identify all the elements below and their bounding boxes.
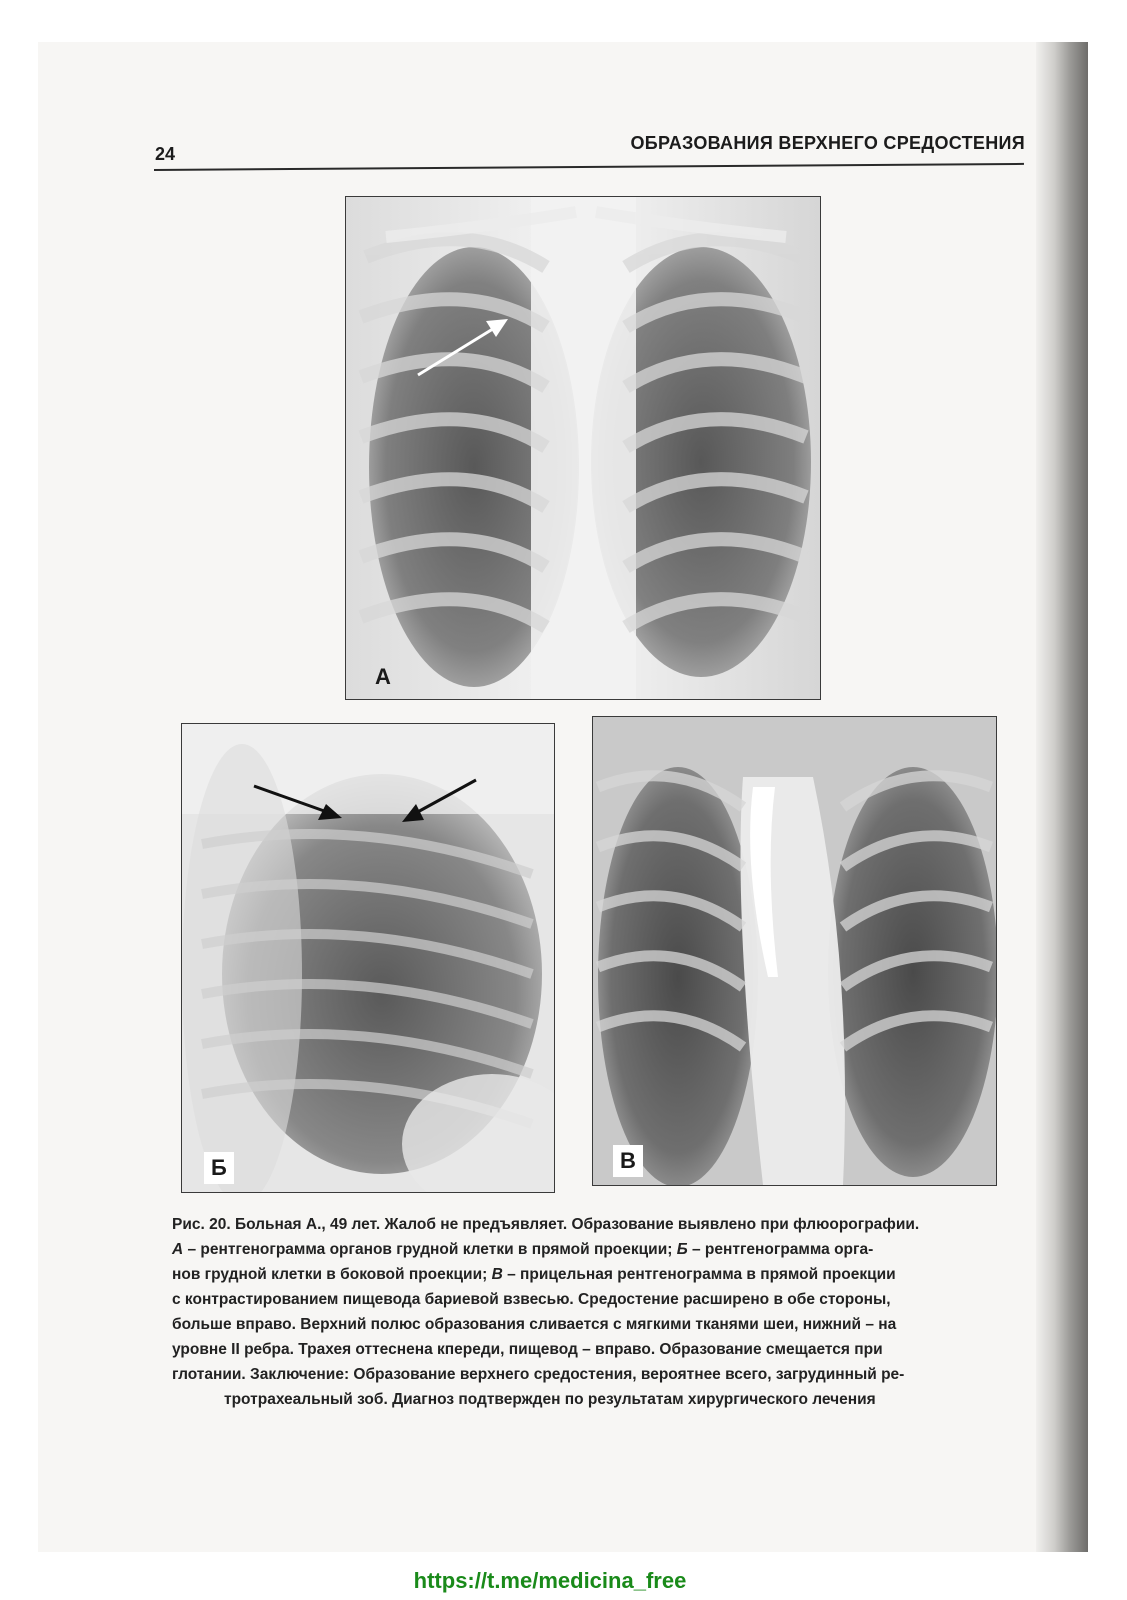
caption-line: нов грудной клетки в боковой проекции; В – прицельная рентгенограмма в прямой проекции: [172, 1266, 896, 1283]
caption-line: А – рентгенограмма органов грудной клетки в прямой проекции; Б – рентгенограмма орга-: [172, 1241, 874, 1258]
running-title: ОБРАЗОВАНИЯ ВЕРХНЕГО СРЕДОСТЕНИЯ: [630, 133, 1025, 153]
panel-label-v: В: [613, 1145, 643, 1177]
panel-label-b: Б: [204, 1152, 234, 1184]
page-number: 24: [155, 144, 176, 164]
caption-line: уровне II ребра. Трахея оттеснена кпереди, пищевод – вправо. Образование смещается при: [172, 1341, 883, 1358]
telegram-link[interactable]: https://t.me/medicina_free: [413, 1568, 687, 1593]
caption-line: с контрастированием пищевода бариевой взвесью. Средостение расширено в обе стороны,: [172, 1291, 891, 1308]
xray-panel-v: [592, 716, 997, 1186]
caption-line: больше вправо. Верхний полюс образования сливается с мягкими тканями шеи, нижний – на: [172, 1316, 897, 1333]
panel-label-a: А: [375, 664, 391, 689]
book-spine-shadow: [1036, 42, 1088, 1552]
caption-line: тротрахеальный зоб. Диагноз подтвержден по результатам хирургического лечения: [224, 1391, 876, 1408]
arrow-icon: [182, 724, 554, 1192]
xray-panel-a: [345, 196, 821, 700]
figure-caption: [172, 1212, 1022, 1412]
xray-barium-image: [593, 717, 996, 1185]
caption-line: глотании. Заключение: Образование верхнего средостения, вероятнее всего, загрудинный ре-: [172, 1366, 905, 1383]
xray-panel-b: [181, 723, 555, 1193]
caption-line: Рис. 20. Больная А., 49 лет. Жалоб не предъявляет. Образование выявлено при флюорографии.: [172, 1216, 920, 1233]
arrow-icon: [346, 197, 820, 699]
